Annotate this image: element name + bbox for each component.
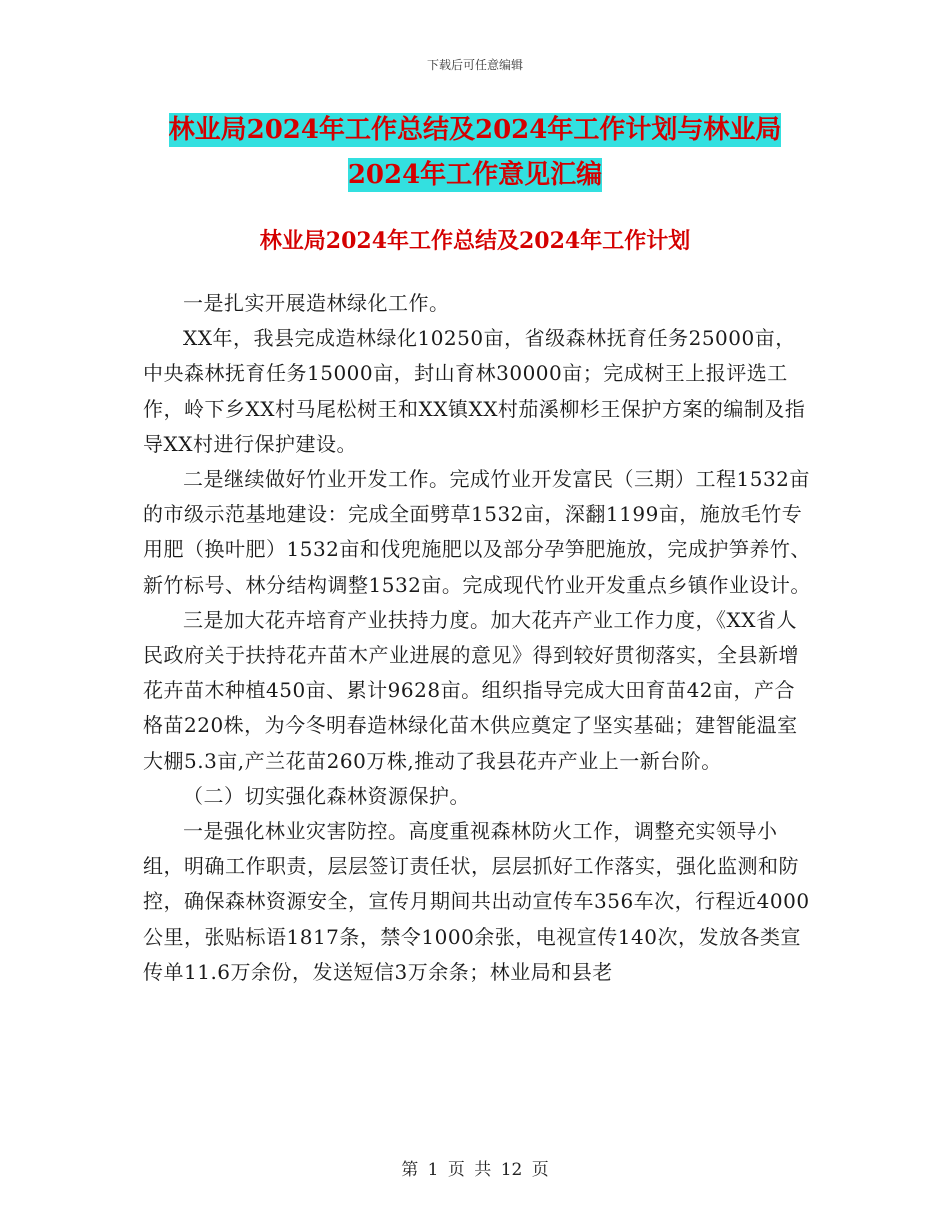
document-body bbox=[143, 286, 813, 990]
page-header: 下载后可任意编辑 bbox=[426, 58, 523, 72]
document-title-line-2-text: 2024年工作意见汇编 bbox=[347, 160, 603, 190]
paragraph: 一是强化林业灾害防控。高度重视森林防火工作，调整充实领导小组，明确工作职责，层层签订责任状，层层抓好工作落实，强化监测和防控，确保森林资源安全，宣传月期间共出动宣传车356车次，行程近4000公里，张贴标语1817条，禁令1000余张，电视宣传140次，发放各类宣传单11.6万余份，发送短信3万余条；林业局和县老 bbox=[143, 819, 810, 984]
paragraph: 一是扎实开展造林绿化工作。 bbox=[183, 291, 450, 315]
document-title-line-2 bbox=[0, 158, 950, 192]
paragraph: （二）切实强化森林资源保护。 bbox=[183, 783, 470, 808]
page-footer: 第 1 页 共 12 页 bbox=[401, 1160, 549, 1180]
document-title-line-1-text: 林业局2024年工作总结及2024年工作计划与林业局 bbox=[168, 115, 782, 145]
section-title: 林业局2024年工作总结及2024年工作计划 bbox=[259, 228, 691, 254]
paragraph: XX年，我县完成造林绿化10250亩，省级森林抚育任务25000亩，中央森林抚育任务15000亩，封山育林30000亩；完成树王上报评选工作，岭下乡XX村马尾松树王和XX镇XX村茄溪柳杉王保护方案的编制及指导XX村进行保护建设。 bbox=[143, 326, 806, 456]
paragraph: 三是加大花卉培育产业扶持力度。加大花卉产业工作力度，《XX省人民政府关于扶持花卉苗木产业进展的意见》得到较好贯彻落实，全县新增花卉苗木种植450亩、累计9628亩。组织指导完成大田育苗42亩，产合格苗220株，为今冬明春造林绿化苗木供应奠定了坚实基础；建智能温室大棚5.3亩,产兰花苗260万株,推动了我县花卉产业上一新台阶。 bbox=[143, 607, 799, 773]
document-title-line-1 bbox=[0, 113, 950, 147]
paragraph: 二是继续做好竹业开发工作。完成竹业开发富民（三期）工程1532亩的市级示范基地建设：完成全面劈草1532亩，深翻1199亩，施放毛竹专用肥（换叶肥）1532亩和伐兜施肥以及部分孕笋肥施放，完成护笋养竹、新竹标号、林分结构调整1532亩。完成现代竹业开发重点乡镇作业设计。 bbox=[143, 467, 811, 597]
